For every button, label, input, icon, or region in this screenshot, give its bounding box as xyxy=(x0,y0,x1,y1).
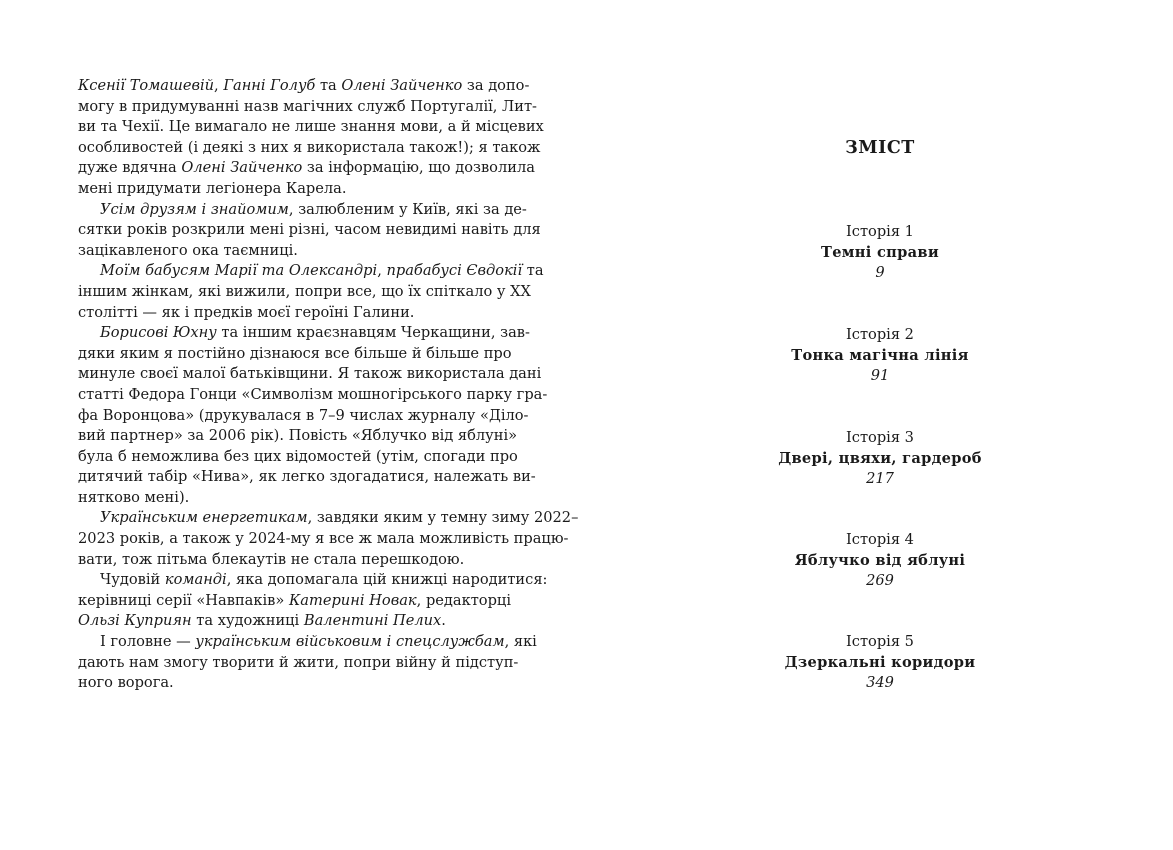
text-run: за інформацію, що дозволила xyxy=(302,159,535,177)
italic-text: Олені Зайченко xyxy=(341,77,463,94)
text-line xyxy=(78,426,518,447)
table-of-contents-page xyxy=(700,0,1060,850)
text-line xyxy=(78,406,529,427)
text-run: іншим жінкам, які вижили, попри все, що їх спіткало у XX xyxy=(78,282,531,300)
text-line xyxy=(78,467,536,488)
text-run: керівниці серії «Навпаків» xyxy=(78,591,289,609)
text-line xyxy=(78,447,518,468)
italic-text: прабабусі Євдокії xyxy=(386,262,523,280)
text-run: та xyxy=(522,262,544,280)
text-run: та художниці xyxy=(191,612,304,630)
text-line xyxy=(78,282,531,303)
toc-entry-number: Історія 5 xyxy=(846,633,914,650)
acknowledgements-page xyxy=(78,76,579,694)
text-run: була б неможлива без цих відомостей (утім, спогади про xyxy=(78,447,518,465)
italic-text: українським військовим і спецслужбам xyxy=(195,633,505,651)
text-run: статті Федора Гонци «Символізм мошногірського парку гра- xyxy=(78,385,548,403)
toc-entry-page: 91 xyxy=(870,367,890,385)
toc-entry-title: Тонка магічна лінія xyxy=(791,346,969,364)
text-line xyxy=(78,117,544,138)
text-run: , яка допомагала цій книжці народитися: xyxy=(226,571,548,589)
toc-entry xyxy=(700,428,1060,490)
text-run: , залюбленим у Київ, які за де- xyxy=(288,200,527,218)
text-line xyxy=(78,529,569,550)
italic-text: Катерині Новак xyxy=(289,591,417,609)
text-run: , завдяки яким у темну зиму 2022– xyxy=(307,509,579,527)
text-run: дяки яким я постійно дізнаюся все більше й більше про xyxy=(78,344,512,362)
toc-entry-title: Темні справи xyxy=(821,243,939,261)
text-run: 2023 років, а також у 2024-му я все ж мала можливість працю- xyxy=(78,530,569,548)
italic-text: Валентині Пелих xyxy=(303,612,442,630)
text-run: ного ворога. xyxy=(78,674,174,692)
text-line xyxy=(78,508,579,529)
toc-entry-number: Історія 2 xyxy=(846,326,914,343)
toc-entry xyxy=(700,530,1060,592)
text-run: дитячий табір «Нива», як легко здогадатися, належать ви- xyxy=(78,468,536,486)
text-line xyxy=(78,179,511,200)
italic-text: Ользі Куприян xyxy=(78,612,192,630)
text-line xyxy=(78,158,535,179)
text-line xyxy=(78,385,548,406)
text-run: столітті — як і предків моєї героїні Галини. xyxy=(78,303,415,321)
text-run: , редакторці xyxy=(416,591,511,609)
italic-text: команді xyxy=(164,571,227,589)
italic-text: Ганні Голуб xyxy=(223,77,316,94)
text-line xyxy=(78,550,511,571)
text-run: минуле своєї малої батьківщини. Я також використала дані xyxy=(78,365,542,383)
toc-entry xyxy=(700,632,1060,694)
text-run: вий партнер» за 2006 рік). Повість «Яблучко від яблуні» xyxy=(78,427,518,445)
text-line xyxy=(78,323,530,344)
text-line xyxy=(78,570,548,591)
italic-text: Усім друзям і знайомим xyxy=(100,200,289,218)
toc-entry xyxy=(700,222,1060,284)
italic-text: Моїм бабусям Марії та Олександрі xyxy=(100,262,378,280)
toc-entry-number: Історія 4 xyxy=(846,531,914,548)
toc-entry-page: 9 xyxy=(875,264,885,282)
text-run: І головне — xyxy=(100,633,196,651)
text-run: мені придумати легіонера Карела. xyxy=(78,179,347,197)
text-line xyxy=(78,261,544,282)
text-line xyxy=(78,200,527,221)
text-run: , xyxy=(214,77,224,94)
text-line xyxy=(78,303,511,324)
text-run: дуже вдячна xyxy=(78,159,182,177)
text-line xyxy=(78,632,537,653)
text-run: вати, тож пітьма блекаутів не стала перешкодою. xyxy=(78,550,465,568)
toc-title: ЗМІСТ xyxy=(845,138,915,158)
text-run: сятки років розкрили мені різні, часом невидимі навіть для xyxy=(78,221,541,239)
text-line xyxy=(78,344,511,365)
text-line xyxy=(78,488,511,509)
toc-entry-page: 269 xyxy=(866,572,894,590)
text-line xyxy=(78,97,537,118)
text-run: Чудовій xyxy=(100,571,165,589)
toc-entry-title: Двері, цвяхи, гардероб xyxy=(778,449,982,467)
text-run: зацікавленого ока таємниці. xyxy=(78,241,298,259)
text-run: фа Воронцова» (друкувалася в 7–9 числах журналу «Діло- xyxy=(78,406,529,424)
text-line xyxy=(78,76,530,97)
italic-text: Олені Зайченко xyxy=(181,159,303,177)
toc-entry-page: 217 xyxy=(866,470,894,488)
toc-entry-number: Історія 1 xyxy=(846,223,914,240)
italic-text: Борисові Юхну xyxy=(100,324,217,342)
text-run: та іншим краєзнавцям Черкащини, зав- xyxy=(216,324,530,342)
text-run: . xyxy=(441,612,446,630)
text-run: за допо- xyxy=(462,77,530,94)
text-line xyxy=(78,673,511,694)
text-line xyxy=(78,220,541,241)
italic-text: Українським енергетикам xyxy=(100,509,308,527)
acknowledgements-text xyxy=(78,76,579,694)
text-line xyxy=(78,364,542,385)
text-line xyxy=(78,591,511,612)
toc-entry xyxy=(700,325,1060,387)
text-line xyxy=(78,241,511,262)
text-line xyxy=(78,653,519,674)
text-run: особливостей (і деякі з них я використала також!); я також xyxy=(78,138,541,156)
text-run: нятково мені). xyxy=(78,488,190,506)
toc-entry-number: Історія 3 xyxy=(846,429,914,446)
text-run: ви та Чехії. Це вимагало не лише знання мови, а й місцевих xyxy=(78,118,544,136)
toc-entry-title: Дзеркальні коридори xyxy=(784,653,976,671)
text-line xyxy=(78,611,511,632)
text-run: дають нам змогу творити й жити, попри війну й підступ- xyxy=(78,653,519,671)
toc-entry-page: 349 xyxy=(866,674,894,692)
text-run: , які xyxy=(504,633,537,651)
text-run: , xyxy=(377,262,387,280)
toc-entry-title: Яблучко від яблуні xyxy=(794,551,966,569)
text-line xyxy=(78,138,541,159)
text-run: та xyxy=(315,77,342,94)
text-run: могу в придумуванні назв магічних служб Португалії, Лит- xyxy=(78,97,537,115)
italic-text: Ксенії Томашевій xyxy=(78,77,215,94)
